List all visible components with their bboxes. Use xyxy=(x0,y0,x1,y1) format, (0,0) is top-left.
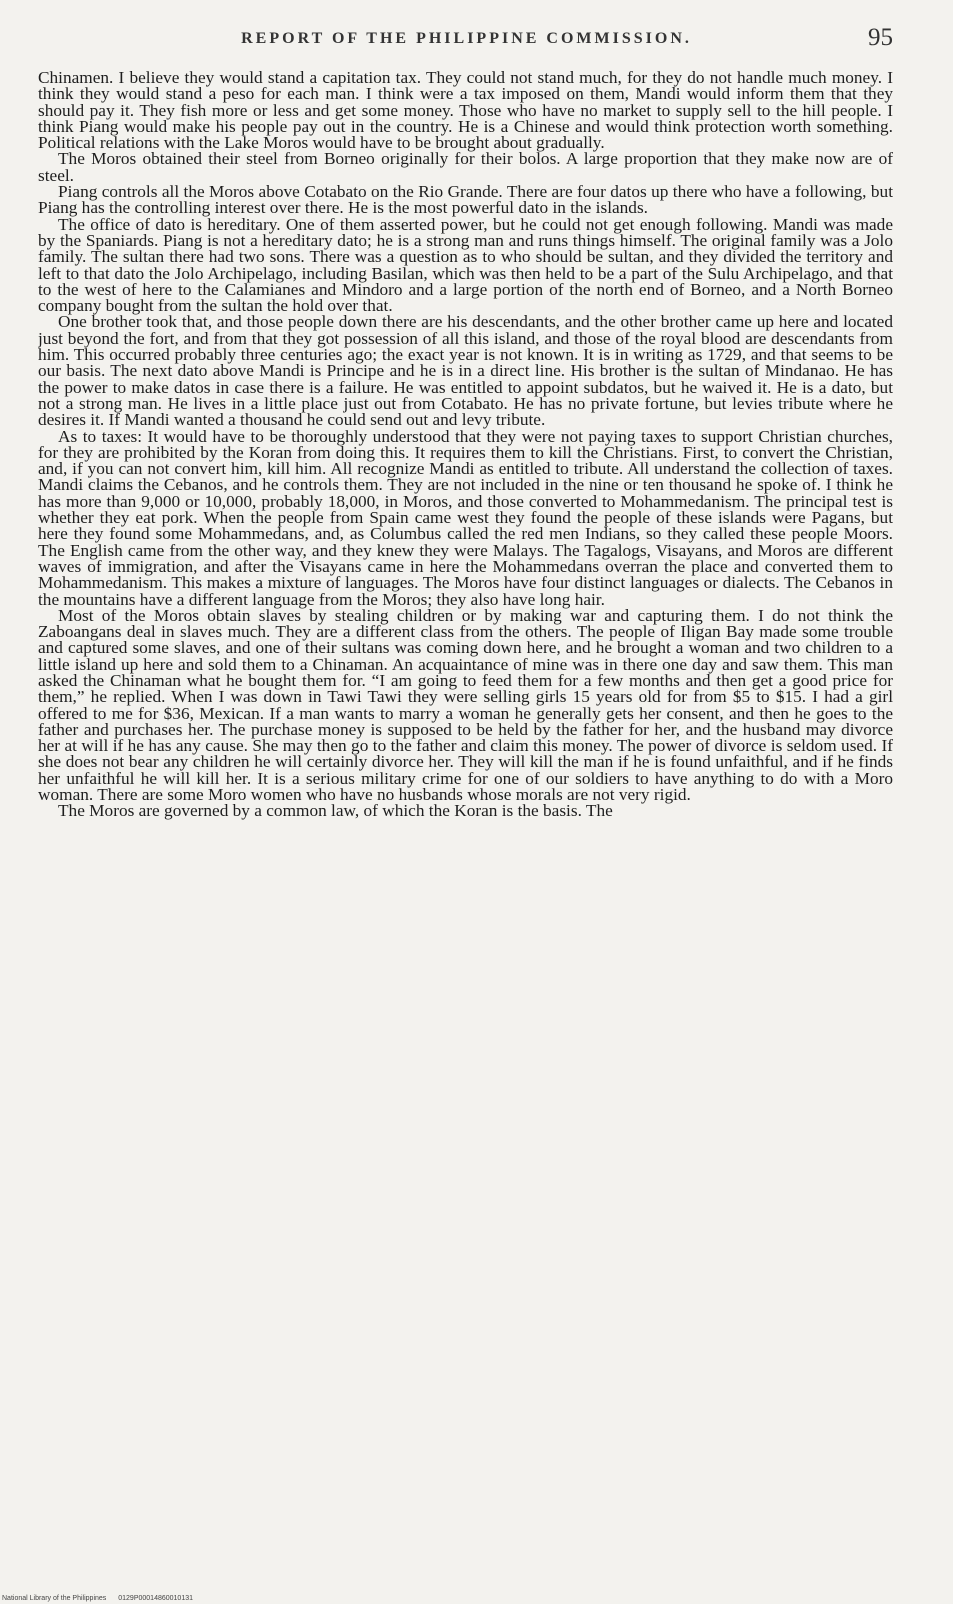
paragraph: One brother took that, and those people down there are his descendants, and the other brother came up here and located just beyond the fort, and from that they got possession of all this island, and those of the royal blood are descendants from him. This occurred probably three centuries ago; the exact year is not known. It is in writing as 1729, and that seems to be our basis. The next dato above Mandi is Principe and he is in a direct line. His brother is the sultan of Mindanao. He has the power to make datos in case there is a failure. He was entitled to appoint subdatos, but he waived it. He is a dato, but not a strong man. He lives in a little place just out from Cotabato. He has no private fortune, but levies tribute where he desires it. If Mandi wanted a thousand he could send out and levy tribute. xyxy=(38,312,893,430)
paragraph: Chinamen. I believe they would stand a capitation tax. They could not stand much, for they do not handle much money. I think they would stand a peso for each man. I think were a tax imposed on them, Mandi would inform them that they should pay it. They fish more or less and get some money. Those who have no market to supply sell to the hill people. I think Piang would make his people pay out in the country. He is a Chinese and would think protection worth something. Political relations with the Lake Moros would have to be brought about gradually. xyxy=(38,70,893,153)
library-credit: National Library of the Philippines xyxy=(2,1595,107,1602)
scan-footer xyxy=(2,1595,203,1602)
running-title: REPORT OF THE PHILIPPINE COMMISSION. xyxy=(241,30,692,47)
record-id: 0129P00014860010131 xyxy=(118,1595,193,1602)
paragraph: As to taxes: It would have to be thoroughly understood that they were not paying taxes to support Christian churches, for they are prohibited by the Koran from doing this. It requires them to kill the Christians. First, to convert the Christian, and, if you can not convert him, kill him. All recognize Mandi as entitled to tribute. All understand the collection of taxes. Mandi claims the Cebanos, and he controls them. They are not included in the nine or ten thousand he spoke of. I think he has more than 9,000 or 10,000, probably 18,000, in Moros, and those converted to Mohammedanism. The principal test is whether they eat pork. When the people from Spain came west they found the people of these islands were Pagans, but here they found some Mohammedans, and, as Columbus called the red men Indians, so they called these people Moors. The English came from the other way, and they knew they were Malays. The Tagalogs, Visayans, and Moros are different waves of immigration, and after the Visayans came in here the Mohammedans overran the place and converted them to Mohammedanism. This makes a mixture of languages. The Moros have four distinct languages or dialects. The Cebanos in the mountains have a different language from the Moros; they also have long hair. xyxy=(38,426,893,609)
paragraph: The Moros obtained their steel from Borneo originally for their bolos. A large proportion that they make now are of steel. xyxy=(38,149,893,185)
paragraph: The office of dato is hereditary. One of them asserted power, but he could not get enough following. Mandi was made by the Spaniards. Piang is not a hereditary dato; he is a strong man and runs things himself. The original family was a Jolo family. The sultan there had two sons. There was a question as to who should be sultan, and they divided the territory and left to that dato the Jolo Archipelago, including Basilan, which was then held to be a part of the Sulu Archipelago, and that to the west of here to the Calamianes and Mindoro and a large portion of the north end of Borneo, and a North Borneo company bought from the sultan the hold over that. xyxy=(38,214,893,316)
page-number: 95 xyxy=(868,24,893,51)
body-text xyxy=(38,70,893,1550)
paragraph: Piang controls all the Moros above Cotabato on the Rio Grande. There are four datos up there who have a following, but Piang has the controlling interest over there. He is the most powerful dato in the islands. xyxy=(38,182,893,218)
paragraph: The Moros are governed by a common law, of which the Koran is the basis. The xyxy=(58,801,613,821)
paragraph: Most of the Moros obtain slaves by stealing children or by making war and capturing them. I do not think the Zaboangans deal in slaves much. They are a different class from the others. The people of Iligan Bay made some trouble and captured some slaves, and one of their sultans was coming down here, and he brought a woman and two children to a little island up here and sold them to a Chinaman. An acquaintance of mine was in there one day and saw them. This man asked the Chinaman what he bought them for. “I am going to feed them for a few months and then get a good price for them,” he replied. When I was down in Tawi Tawi they were selling girls 15 years old for from $5 to $15. I had a girl offered to me for $36, Mexican. If a man wants to marry a woman he generally gets her consent, and then he goes to the father and purchases her. The purchase money is supposed to be held by the father for her, and the husband may divorce her at will if he has any cause. She may then go to the father and claim this money. The power of divorce is seldom used. If she does not bear any children he will certainly divorce her. They will kill the man if he is found unfaithful, and if he finds her unfaithful he will kill her. It is a serious military crime for one of our soldiers to have anything to do with a Moro woman. There are some Moro women who have no husbands whose morals are not very rigid. xyxy=(38,605,893,805)
page-header xyxy=(40,26,893,58)
